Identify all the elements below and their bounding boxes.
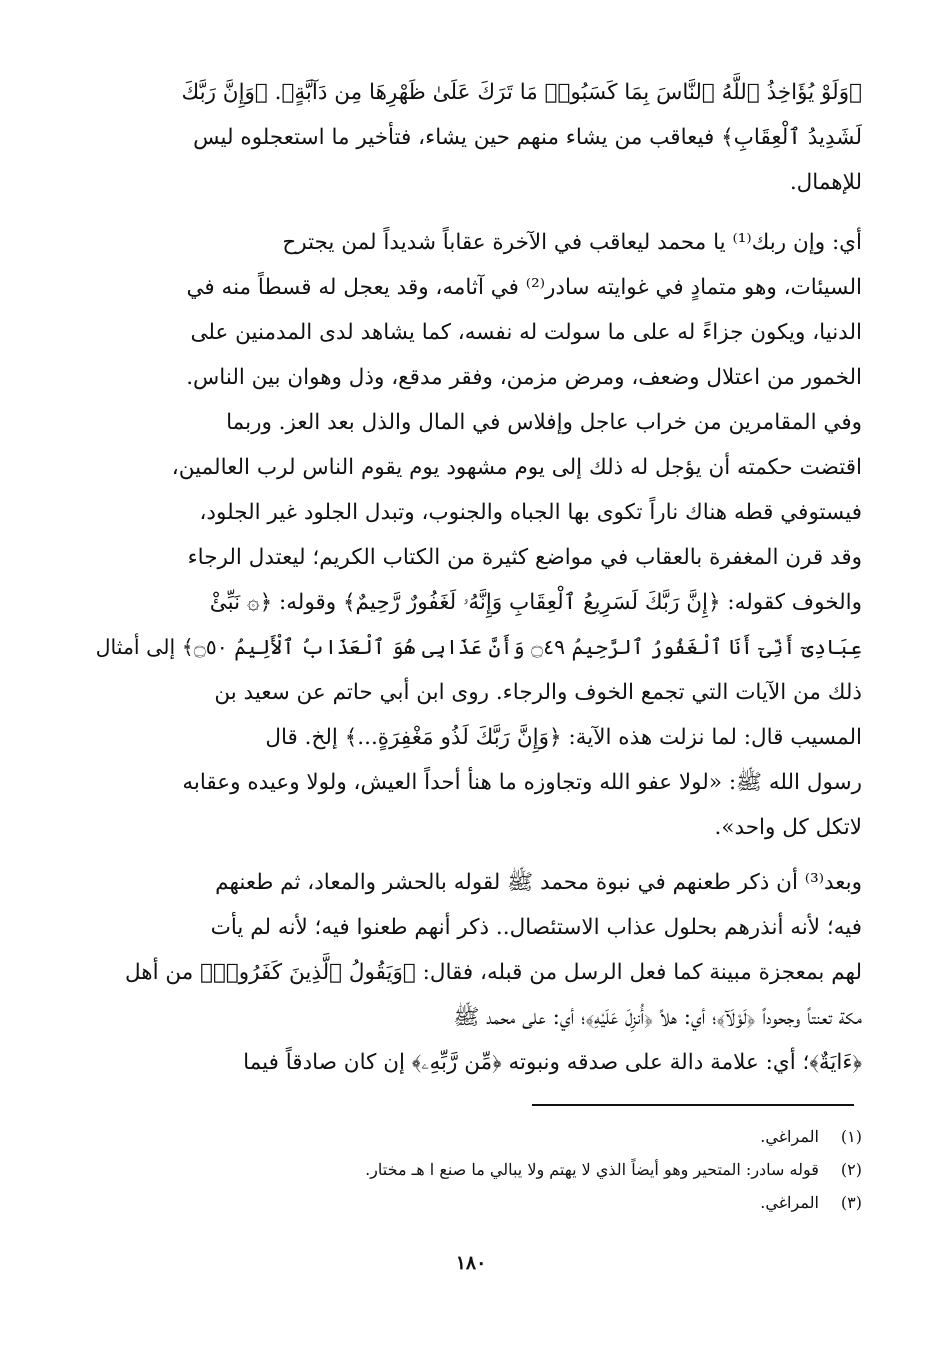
text-line: الخمور من اعتلال وضعف، ومرض مزمن، وفقر مدقع، وذل وهوان بين الناس.: [186, 365, 862, 390]
text-line: المسيب قال: لما نزلت هذه الآية: ﴿وَإِنَّ رَبَّكَ لَذُو مَغْفِرَةٍ...﴾ إلخ. قال: [265, 725, 862, 750]
paragraph-2: [80, 220, 862, 850]
footnote-text: قوله سادر: المتحير وهو أيضاً الذي لا يهتم ولا يبالي ما صنع ا هـ مختار.: [365, 1160, 819, 1179]
text-line: لاتكل كل واحد».: [714, 815, 862, 840]
text-line: رسول الله ﷺ: «لولا عفو الله وتجاوزه ما هنأ أحداً العيش، ولولا وعيده وعقابه: [182, 770, 862, 795]
footnote-number: (١): [840, 1127, 862, 1146]
text-line: اقتضت حكمته أن يؤجل له ذلك إلى يوم مشهود يوم يقوم الناس لرب العالمين،: [171, 455, 862, 480]
text-line: عِبَادِىٓ أَنِّىٓ أَنَا ٱلْغَفُورُ ٱلرَّحِيمُ ۝٤٩ وَأَنَّ عَذَابِى هُوَ ٱلْعَذَابُ ٱلْأَلِيمُ ۝٥٠﴾ إلى أمثال: [95, 635, 862, 659]
text-line: الدنيا، ويكون جزاءً له على ما سولت له نفسه، كما يشاهد لدى المدمنين على: [190, 320, 862, 345]
text-line: وقد قرن المغفرة بالعقاب في مواضع كثيرة من الكتاب الكريم؛ ليعتدل الرجاء: [187, 545, 862, 570]
text-line: لَشَدِيدُ ٱلْعِقَابِ﴾ فيعاقب من يشاء منهم حين يشاء، فتأخير ما استعجلوه ليس: [193, 125, 862, 150]
footnote-separator: [532, 1104, 854, 1106]
footnote-item: [80, 1153, 862, 1186]
footnote-item: [80, 1120, 862, 1153]
footnote-item: [80, 1186, 862, 1219]
text-line: فيستوفي قطه هناك ناراً تكوى بها الجباه والجنوب، وتبدل الجلود غير الجلود،: [199, 500, 862, 525]
text-line: أي: وإن ربك⁽¹⁾ يا محمد ليعاقب في الآخرة عقاباً شديداً لمن يجترح: [282, 230, 862, 255]
footnote-text: المراغي.: [760, 1127, 819, 1146]
paragraph-3: [80, 860, 862, 1085]
text-line: لهم بمعجزة مبينة كما فعل الرسل من قبله، فقال: ﴿وَيَقُولُ ٱلَّذِينَ كَفَرُوا۟﴾ من أهل: [124, 960, 862, 985]
text-line: والخوف كقوله: ﴿إِنَّ رَبَّكَ لَسَرِيعُ ٱلْعِقَابِ وَإِنَّهُۥ لَغَفُورٌ رَّحِيمٌ﴾ وقوله: ﴿۞ نَبِّئْ: [209, 590, 862, 615]
footnote-number: (٢): [840, 1160, 862, 1179]
text-line: للإهمال.: [789, 170, 862, 195]
footnotes: [80, 1120, 862, 1219]
text-line: فيه؛ لأنه أنذرهم بحلول عذاب الاستئصال.. ذكر أنهم طعنوا فيه؛ لأنه لم يأت: [210, 915, 862, 940]
text-line: السيئات، وهو متمادٍ في غوايته سادر⁽²⁾ في آثامه، وقد يعجل له قسطاً منه في: [186, 275, 862, 300]
text-line: ﴿ءَايَةٌ﴾؛ أي: علامة دالة على صدقه ونبوته ﴿مِّن رَّبِّهِۦ﴾ إن كان صادقاً فيما: [243, 1050, 862, 1075]
text-line: مكة تعنتاً وجحوداً ﴿لَوْلَآ﴾؛ أي: هلاً ﴿أُنزِلَ عَلَيْهِ﴾؛ أي: على محمد ﷺ: [453, 1005, 862, 1030]
footnote-text: المراغي.: [760, 1193, 819, 1212]
text-line: ﴿وَلَوْ يُؤَاخِذُ ٱللَّهُ ٱلنَّاسَ بِمَا كَسَبُوا۟ مَا تَرَكَ عَلَىٰ ظَهْرِهَا مِن دَآبَّةٍ﴾. ﴿وَإِنَّ رَبَّكَ: [181, 80, 862, 105]
text-line: وبعد⁽³⁾ أن ذكر طعنهم في نبوة محمد ﷺ لقوله بالحشر والمعاد، ثم طعنهم: [215, 870, 862, 895]
text-line: وفي المقامرين من خراب عاجل وإفلاس في المال والذل بعد العز. وربما: [226, 410, 862, 435]
text-line: ذلك من الآيات التي تجمع الخوف والرجاء. روى ابن أبي حاتم عن سعيد بن: [214, 680, 862, 705]
page-number: ١٨٠: [455, 1252, 487, 1274]
footnote-number: (٣): [840, 1193, 862, 1212]
paragraph-1: [80, 70, 862, 205]
